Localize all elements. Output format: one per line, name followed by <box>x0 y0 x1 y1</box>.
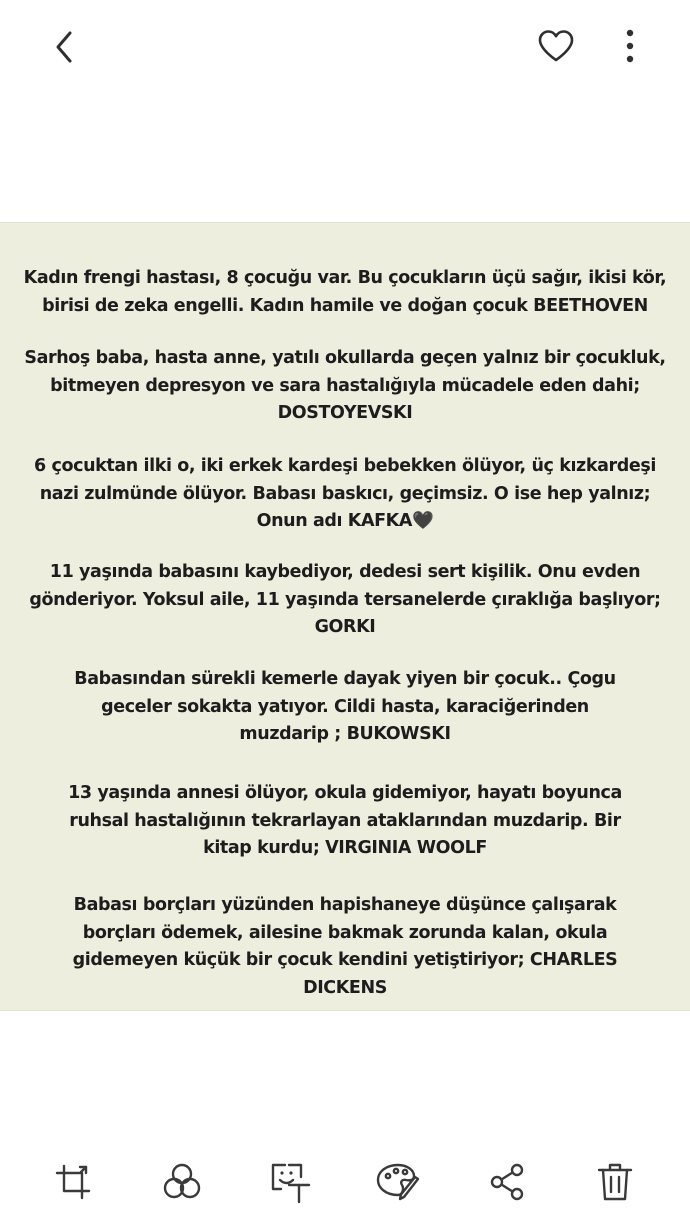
text-line: Onun adı KAFKA🖤 <box>256 511 434 531</box>
trash-icon <box>596 1161 634 1203</box>
delete-button[interactable] <box>589 1156 641 1208</box>
text-line: ruhsal hastalığının tekrarlayan ataklarından muzdarip. Bir <box>69 810 621 831</box>
crop-icon <box>53 1162 93 1202</box>
paragraph-charles-dickens <box>20 892 670 1002</box>
more-vertical-icon <box>625 28 635 64</box>
paragraph-bukowski <box>20 666 670 749</box>
heart-icon <box>537 29 575 63</box>
text-line: birisi de zeka engelli. Kadın hamile ve doğan çocuk BEETHOVEN <box>42 295 648 316</box>
top-toolbar <box>0 0 690 95</box>
bottom-toolbar <box>0 1140 690 1220</box>
text-line: borçları ödemek, ailesine bakmak zorunda kalan, okula <box>82 922 608 943</box>
text-line: gidemeyen küçük bir çocuk kendini yetiştiriyor; CHARLES <box>72 950 618 970</box>
text-line: muzdarip ; BUKOWSKI <box>239 724 451 744</box>
text-extract-icon <box>267 1160 313 1204</box>
paragraph-beethoven <box>20 265 670 320</box>
text-line: Kadın frengi hastası, 8 çocuğu var. Bu çocukların üçü sağır, ikisi kör, <box>23 268 667 288</box>
text-line: Babası borçları yüzünden hapishaneye düşünce çalışarak <box>73 895 617 915</box>
share-button[interactable] <box>481 1156 533 1208</box>
paragraph-dostoyevski <box>20 345 670 428</box>
text-line: 6 çocuktan ilki o, iki erkek kardeşi bebekken ölüyor, üç kızkardeşi <box>34 456 656 476</box>
draw-button[interactable] <box>372 1156 424 1208</box>
text-line: Babasından sürekli kemerle dayak yiyen bir çocuk.. Çogu <box>74 669 616 689</box>
crop-button[interactable] <box>47 1156 99 1208</box>
post-image <box>0 222 690 1011</box>
text-line: 11 yaşında babasını kaybediyor, dedesi sert kişilik. Onu evden <box>49 562 641 582</box>
back-button[interactable] <box>40 24 88 70</box>
paragraph-virginia-woolf <box>20 780 670 863</box>
text-line: kitap kurdu; VIRGINIA WOOLF <box>203 838 487 858</box>
text-line: nazi zulmünde ölüyor. Babası baskıcı, geçimsiz. O ise hep yalnız; <box>39 483 651 504</box>
text-line: DICKENS <box>303 977 387 998</box>
text-line: geceler sokakta yatıyor. Cildi hasta, karaciğerinden <box>101 696 589 717</box>
text-line: gönderiyor. Yoksul aile, 11 yaşında tersanelerde çıraklığa başlıyor; <box>29 589 661 610</box>
favorite-button[interactable] <box>530 22 582 70</box>
paragraph-gorki <box>20 559 670 642</box>
share-icon <box>487 1162 527 1202</box>
palette-icon <box>374 1161 422 1203</box>
paragraph-kafka <box>20 453 670 536</box>
more-options-button[interactable] <box>610 22 650 70</box>
filter-button[interactable] <box>156 1156 208 1208</box>
text-line: DOSTOYEVSKI <box>277 403 413 423</box>
filter-icon <box>161 1161 203 1203</box>
text-line: bitmeyen depresyon ve sara hastalığıyla mücadele eden dahi; <box>50 375 640 396</box>
text-line: Sarhoş baba, hasta anne, yatılı okullarda geçen yalnız bir çocukluk, <box>24 348 666 368</box>
text-line: GORKI <box>314 617 376 637</box>
chevron-left-icon <box>50 29 78 65</box>
text-extract-button[interactable] <box>264 1156 316 1208</box>
text-line: 13 yaşında annesi ölüyor, okula gidemiyor, hayatı boyunca <box>68 783 622 803</box>
